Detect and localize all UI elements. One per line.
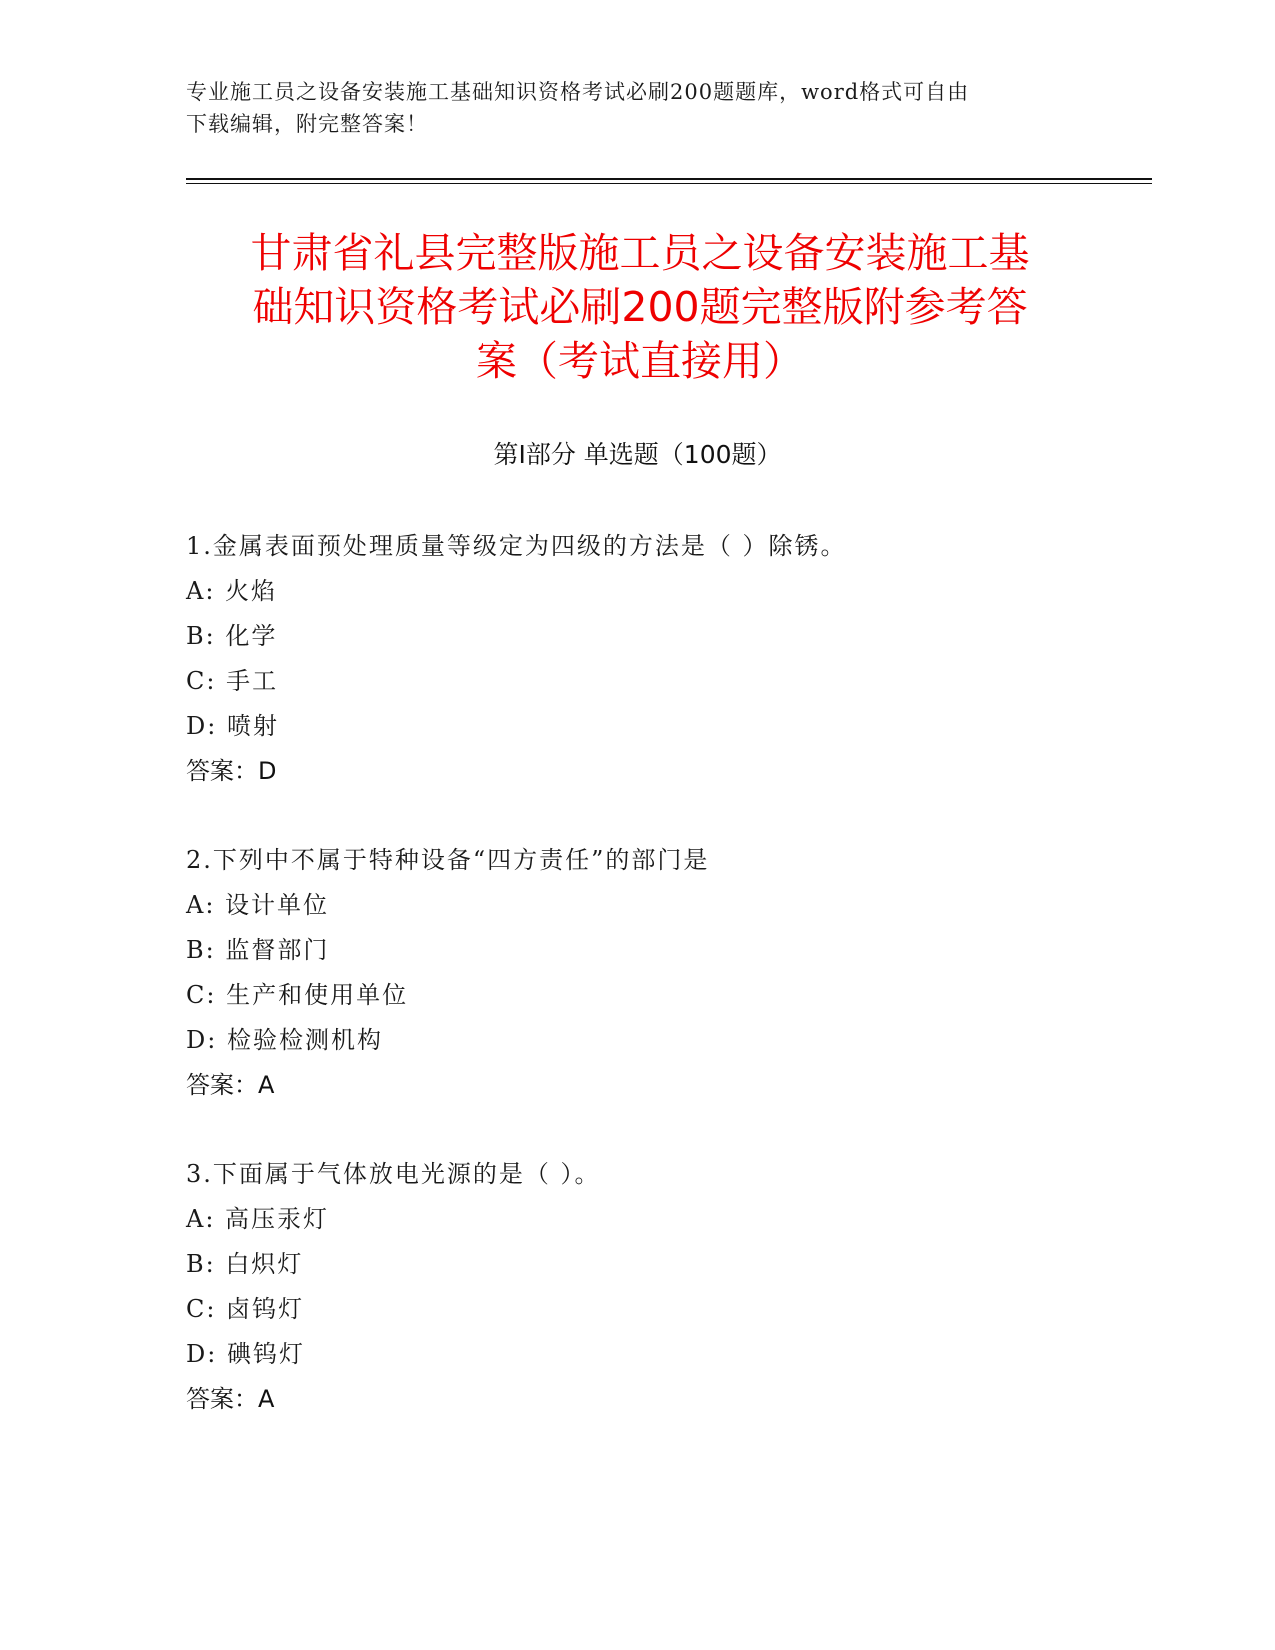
option-d: D: 喷射 [186,712,279,740]
answer: 答案：A [186,1071,275,1099]
answer: 答案：A [186,1385,275,1413]
option-c: C: 生产和使用单位 [186,981,409,1009]
option-d: D: 碘钨灯 [186,1340,305,1368]
question-3 [186,1152,1146,1422]
header-note-line-1: 专业施工员之设备安装施工基础知识资格考试必刷200题题库，word格式可自由 [186,80,970,104]
document-title-line-1: 甘肃省礼县完整版施工员之设备安装施工基 [250,229,1030,277]
option-a: A: 火焰 [186,577,278,605]
option-d: D: 检验检测机构 [186,1026,383,1054]
header-divider-thin [186,183,1152,184]
header-divider-thick [186,178,1152,180]
question-list [186,524,1146,1466]
answer: 答案：D [186,757,277,785]
option-b: B: 化学 [186,622,278,650]
document-title-line-2: 础知识资格考试必刷200题完整版附参考答 [252,283,1028,331]
option-b: B: 白炽灯 [186,1250,304,1278]
document-title-line-3: 案（考试直接用） [476,337,804,385]
option-a: A: 高压汞灯 [186,1205,330,1233]
question-text: 2.下列中不属于特种设备“四方责任”的部门是 [186,846,710,874]
question-text: 1.金属表面预处理质量等级定为四级的方法是（ ）除锈。 [186,532,847,560]
option-c: C: 手工 [186,667,279,695]
question-1 [186,524,1146,794]
section-title: 第Ⅰ部分 单选题（100题） [493,440,782,469]
option-a: A: 设计单位 [186,891,330,919]
header-note-line-2: 下载编辑，附完整答案！ [186,112,428,136]
question-2 [186,838,1146,1108]
option-c: C: 卤钨灯 [186,1295,305,1323]
question-text: 3.下面属于气体放电光源的是（ ）。 [186,1160,601,1188]
option-b: B: 监督部门 [186,936,330,964]
header-note [186,76,1086,140]
document-title [190,226,1090,388]
